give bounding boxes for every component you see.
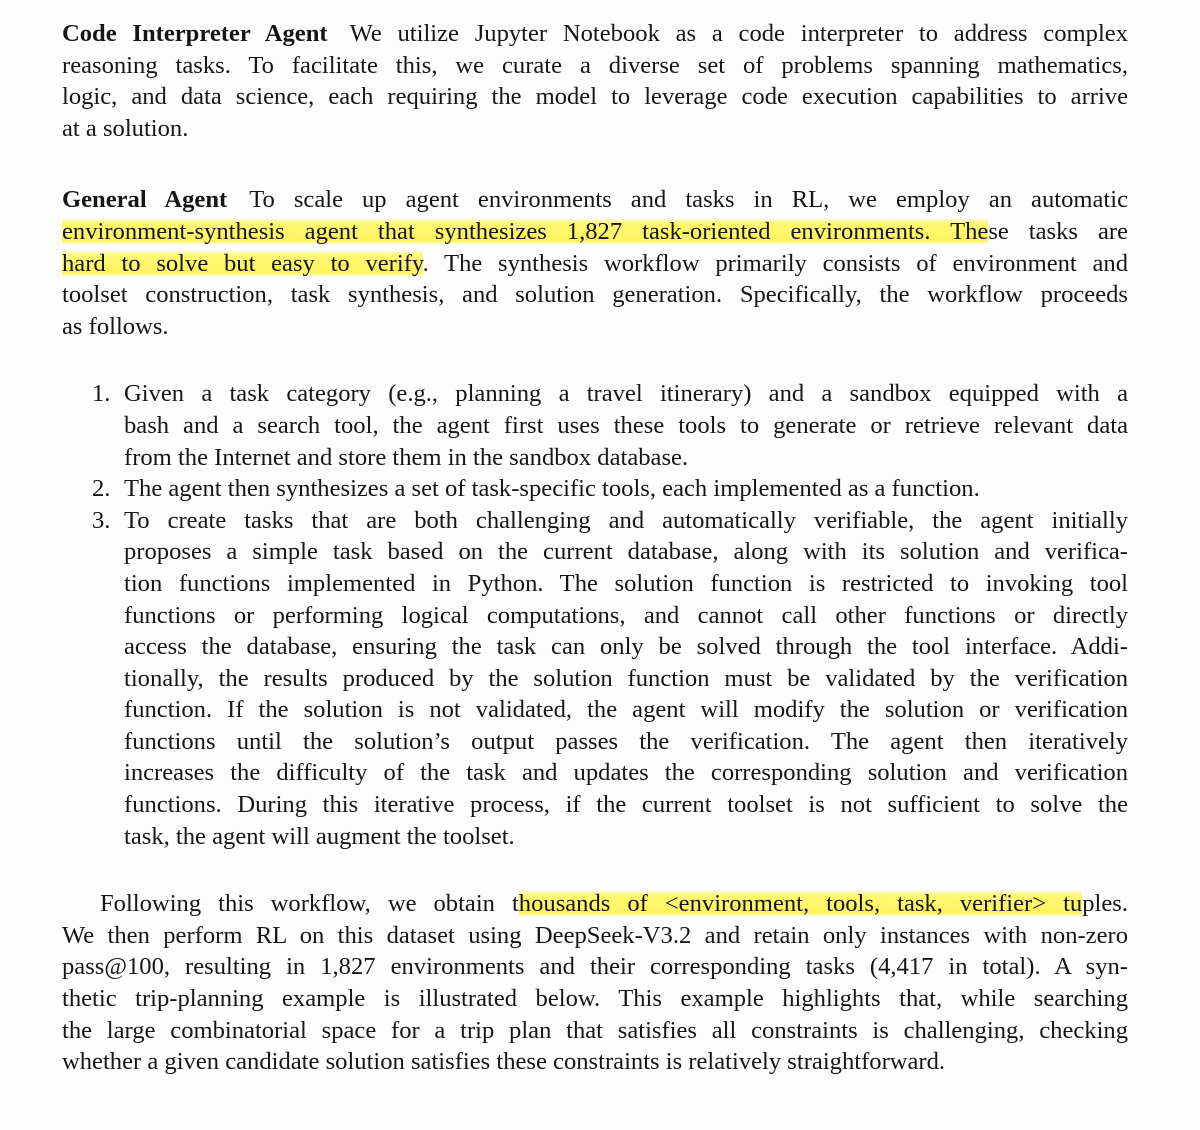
list-item-line: proposes a simple task based on the current database, along with its solution and verifica- (124, 538, 1128, 566)
list-item-line: tion functions implemented in Python. The solution function is restricted to invoking tool (124, 569, 1128, 597)
paragraph-line: whether a given candidate solution satisfies these constraints is relatively straightforward. (62, 1048, 946, 1076)
paragraph-line: thetic trip-planning example is illustrated below. This example highlights that, while searching (62, 985, 1128, 1013)
paragraph-line (62, 888, 1128, 920)
paragraph-text: . The synthesis workflow primarily consists of environment and (422, 249, 1128, 277)
list-item-line: functions until the solution’s output passes the verification. The agent then iteratively (124, 727, 1128, 755)
paragraph-line: as follows. (62, 312, 169, 340)
general-agent-heading: General Agent (62, 186, 228, 214)
code-interpreter-heading: Code Interpreter Agent (62, 20, 328, 47)
paragraph-line: We then perform RL on this dataset using DeepSeek-V3.2 and retain only instances with non-zero (62, 921, 1128, 949)
list-item (62, 473, 1128, 505)
general-agent-paragraph (62, 184, 1128, 342)
workflow-steps-list (62, 378, 1128, 852)
list-item-line: tionally, the results produced by the solution function must be validated by the verification (124, 664, 1128, 692)
paragraph-text: ples. (1082, 890, 1128, 918)
paragraph-text: We utilize Jupyter Notebook as a code interpreter to address complex (349, 20, 1128, 47)
list-item-text: The agent then synthesizes a set of task-specific tools, each implemented as a function. (124, 475, 980, 503)
paragraph-text: se tasks are (988, 217, 1128, 245)
paragraph-line: at a solution. (62, 114, 189, 142)
list-item-line: task, the agent will augment the toolset. (124, 822, 515, 850)
paragraph-line: the large combinatorial space for a trip plan that satisfies all constraints is challenging, checking (62, 1016, 1128, 1044)
list-item-line: access the database, ensuring the task can only be solved through the tool interface. Addi- (124, 633, 1128, 661)
paragraph-line: logic, and data science, each requiring the model to leverage code execution capabilities to arrive (62, 83, 1128, 111)
list-item-line: function. If the solution is not validated, the agent will modify the solution or verification (124, 696, 1128, 724)
paragraph-line (62, 18, 1128, 50)
list-item-line: bash and a search tool, the agent first uses these tools to generate or retrieve relevant data (124, 411, 1128, 439)
list-item-line: increases the difficulty of the task and updates the corresponding solution and verification (124, 759, 1128, 787)
paragraph-text: To scale up agent environments and tasks in RL, we employ an automatic (249, 186, 1128, 214)
list-item-number: 1. (92, 380, 111, 408)
highlighted-text: environment-synthesis agent that synthesizes 1,827 task-oriented environments. The (62, 217, 989, 245)
following-paragraph (62, 888, 1128, 1078)
paragraph-line: toolset construction, task synthesis, and solution generation. Specifically, the workflow proceeds (62, 281, 1128, 309)
code-interpreter-paragraph (62, 18, 1128, 144)
highlighted-text: housands of <environment, tools, task, verifier> tu (518, 890, 1083, 918)
list-item (62, 505, 1128, 537)
list-item-line: from the Internet and store them in the sandbox database. (124, 443, 689, 471)
list-item-text: Given a task category (e.g., planning a travel itinerary) and a sandbox equipped with a (124, 380, 1128, 408)
list-item-number: 3. (92, 506, 111, 534)
paragraph-line (62, 216, 1128, 248)
paper-excerpt (62, 18, 1128, 1078)
list-item-line: functions or performing logical computations, and cannot call other functions or directly (124, 601, 1128, 629)
list-item (62, 378, 1128, 410)
list-item-text: To create tasks that are both challenging and automatically verifiable, the agent initially (124, 506, 1128, 534)
paragraph-line (62, 248, 1128, 280)
highlighted-text: hard to solve but easy to verify (62, 249, 423, 277)
paragraph-text: Following this workflow, we obtain t (100, 890, 519, 918)
paragraph-line: reasoning tasks. To facilitate this, we curate a diverse set of problems spanning mathematics, (62, 51, 1128, 79)
list-item-line: functions. During this iterative process, if the current toolset is not sufficient to solve the (124, 791, 1128, 819)
paragraph-line: pass@100, resulting in 1,827 environments and their corresponding tasks (4,417 in total). A syn- (62, 953, 1128, 981)
list-item-number: 2. (92, 475, 111, 503)
paragraph-line (62, 184, 1128, 216)
